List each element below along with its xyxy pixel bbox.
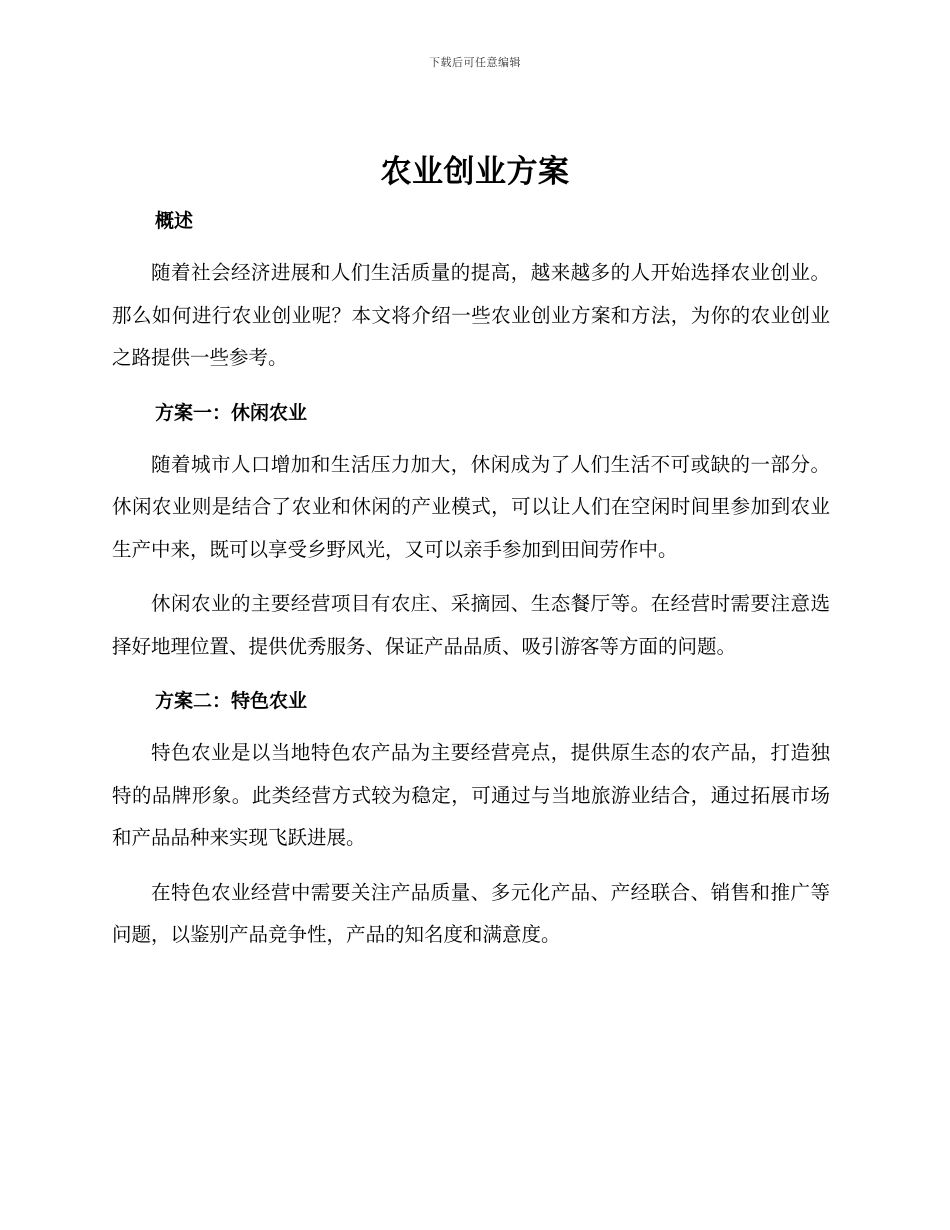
section-heading-overview: 概述 [155,210,194,232]
section-heading-plan2: 方案二：特色农业 [155,690,308,712]
paragraph-plan1-2: 休闲农业的主要经营项目有农庄、采摘园、生态餐厅等。在经营时需要注意选择好地理位置、提供优秀服务、保证产品品质、吸引游客等方面的问题。 [112,592,830,658]
document-title: 农业创业方案 [380,154,570,190]
paragraph-overview-1: 随着社会经济进展和人们生活质量的提高，越来越多的人开始选择农业创业。那么如何进行农业创业呢？本文将介绍一些农业创业方案和方法，为你的农业创业之路提供一些参考。 [112,261,830,369]
document-body [112,200,830,957]
paragraph-plan2-2: 在特色农业经营中需要关注产品质量、多元化产品、产经联合、销售和推广等问题，以鉴别产品竞争性，产品的知名度和满意度。 [112,880,830,946]
page-header-note: 下载后可任意编辑 [429,56,521,69]
section-heading-plan1: 方案一：休闲农业 [155,401,308,424]
paragraph-plan1-1: 随着城市人口增加和生活压力加大，休闲成为了人们生活不可或缺的一部分。休闲农业则是结合了农业和休闲的产业模式，可以让人们在空闲时间里参加到农业生产中来，既可以享受乡野风光，又可以亲手参加到田间劳作中。 [112,452,830,561]
paragraph-plan2-1: 特色农业是以当地特色农产品为主要经营亮点，提供原生态的农产品，打造独特的品牌形象。此类经营方式较为稳定，可通过与当地旅游业结合，通过拓展市场和产品品种来实现飞跃进展。 [112,741,830,849]
